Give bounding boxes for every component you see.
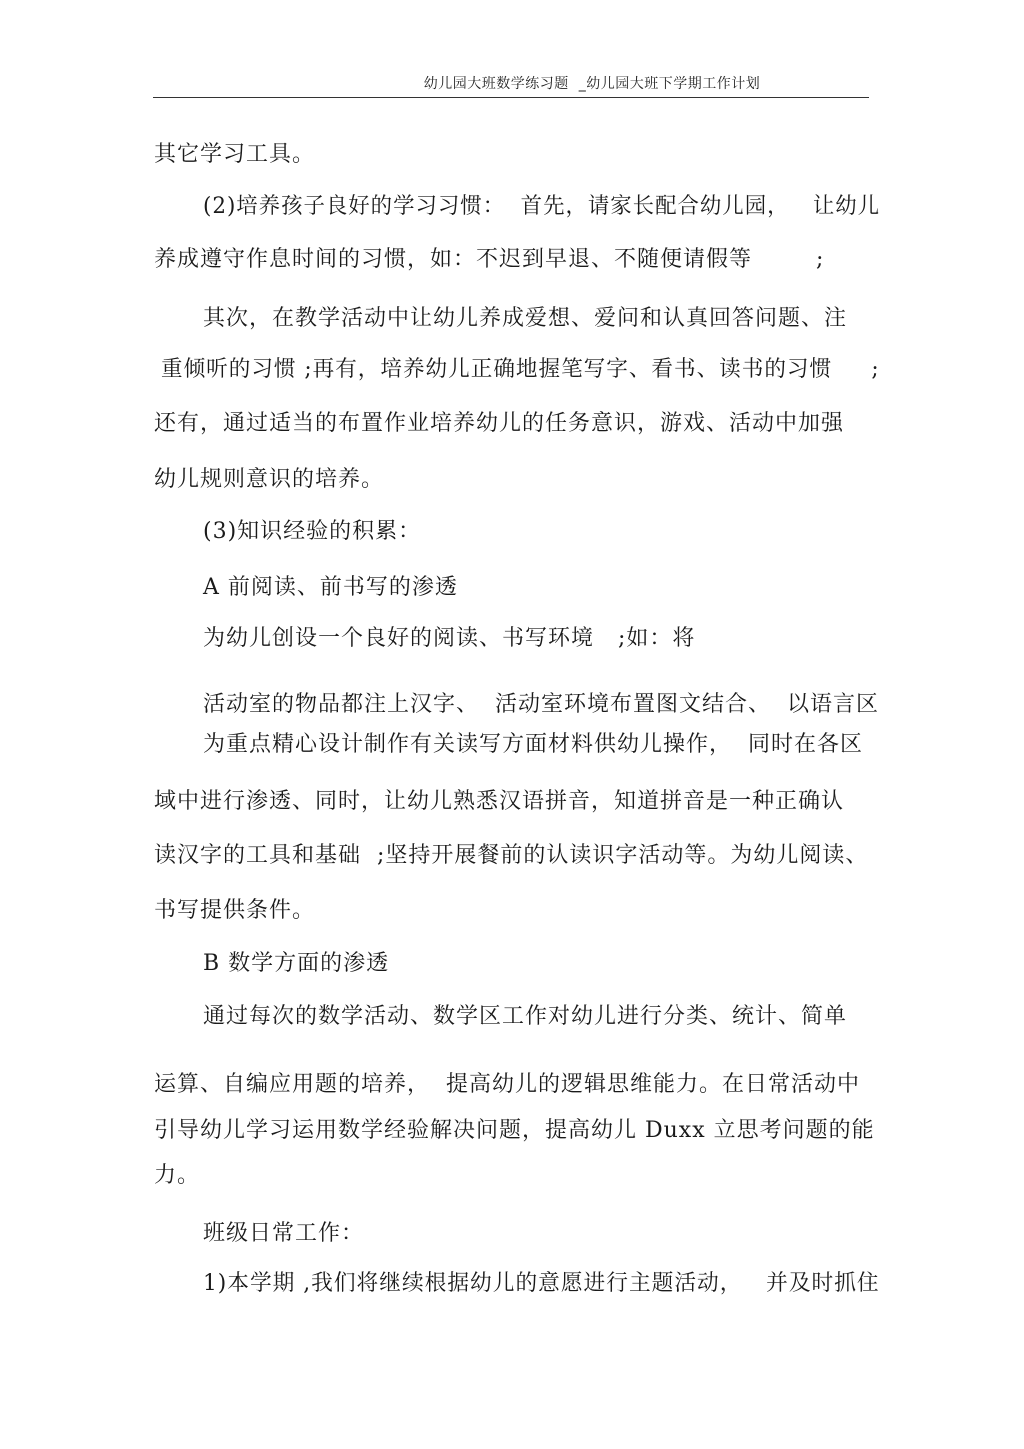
body-line: A 前阅读、前书写的渗透 — [203, 575, 458, 600]
body-line: 为幼儿创设一个良好的阅读、书写环境 ;如：将 — [203, 626, 696, 651]
body-line: 读汉字的工具和基础 ;坚持开展餐前的认读识字活动等。为幼儿阅读、 — [154, 843, 869, 868]
body-line: 重倾听的习惯 ;再有，培养幼儿正确地握笔写字、看书、读书的习惯 ; — [161, 357, 880, 382]
page-header-title: 幼儿园大班数学练习题 _幼儿园大班下学期工作计划 — [423, 76, 761, 92]
body-line: 力。 — [154, 1163, 201, 1188]
header-divider — [153, 97, 869, 98]
body-line: 通过每次的数学活动、数学区工作对幼儿进行分类、统计、简单 — [203, 1004, 848, 1029]
body-line: 幼儿规则意识的培养。 — [154, 467, 385, 492]
body-line: 域中进行渗透、同时，让幼儿熟悉汉语拼音，知道拼音是一种正确认 — [154, 789, 845, 814]
body-line: 1)本学期 ,我们将继续根据幼儿的意愿进行主题活动， 并及时抓住 — [203, 1271, 880, 1296]
body-line: (2)培养孩子良好的学习习惯： 首先，请家长配合幼儿园， 让幼儿 — [203, 194, 881, 219]
body-line: 活动室的物品都注上汉字、 活动室环境布置图文结合、 以语言区 — [203, 692, 879, 717]
body-line: 还有，通过适当的布置作业培养幼儿的任务意识，游戏、活动中加强 — [154, 411, 845, 436]
body-line: (3)知识经验的积累： — [203, 519, 422, 544]
body-line: 养成遵守作息时间的习惯，如：不迟到早退、不随便请假等 ; — [154, 247, 825, 272]
body-line: 班级日常工作： — [203, 1221, 365, 1246]
body-line: 引导幼儿学习运用数学经验解决问题，提高幼儿 Duxx 立思考问题的能 — [154, 1118, 875, 1143]
body-line: 运算、自编应用题的培养， 提高幼儿的逻辑思维能力。在日常活动中 — [154, 1072, 860, 1097]
body-line: 为重点精心设计制作有关读写方面材料供幼儿操作， 同时在各区 — [203, 732, 863, 757]
body-line: 书写提供条件。 — [154, 898, 316, 923]
body-line: 其次，在教学活动中让幼儿养成爱想、爱问和认真回答问题、注 — [203, 306, 848, 331]
body-line: 其它学习工具。 — [154, 142, 316, 167]
body-line: B 数学方面的渗透 — [203, 951, 390, 976]
